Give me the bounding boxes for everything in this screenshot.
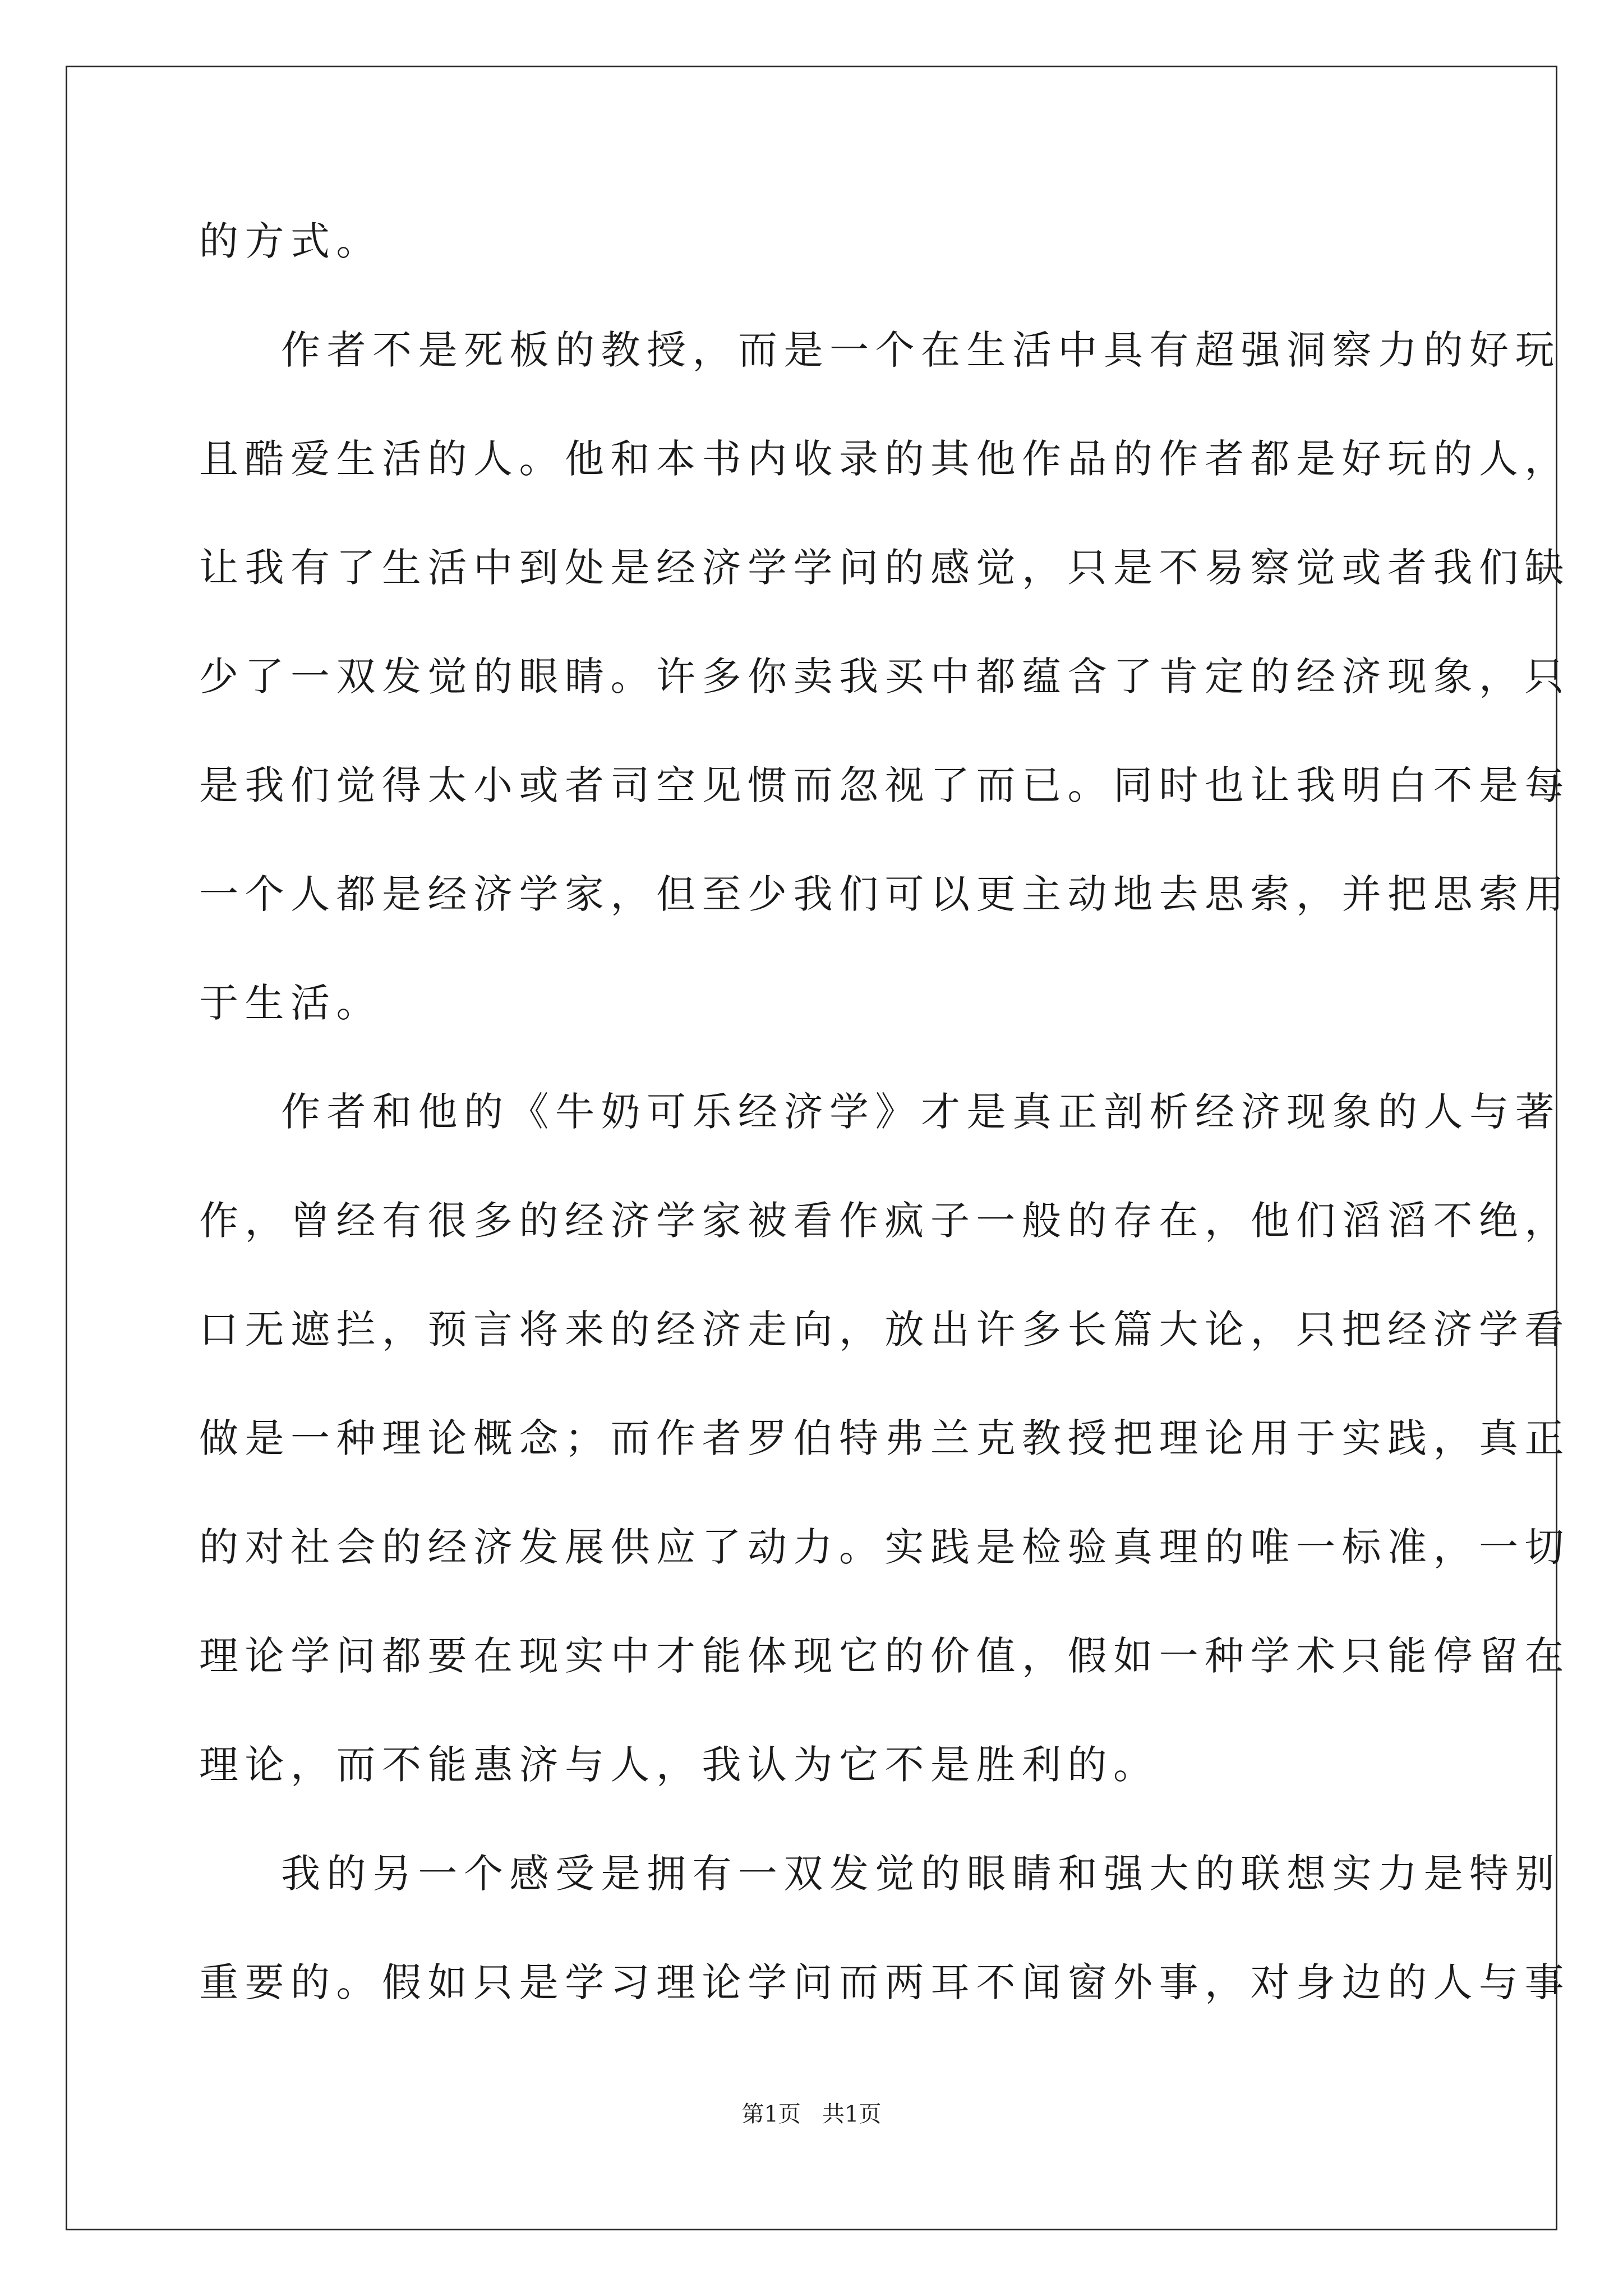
- paragraph-first-line: 我的另一个感受是拥有一双发觉的眼睛和强大的联想实力是特别: [281, 1851, 1561, 1897]
- text-line: 于生活。: [199, 980, 382, 1026]
- text-line: 做是一种理论概念；而作者罗伯特弗兰克教授把理论用于实践，真正: [199, 1415, 1570, 1461]
- text-line: 重要的。假如只是学习理论学问而两耳不闻窗外事，对身边的人与事: [199, 1959, 1570, 2005]
- text-line: 一个人都是经济学家，但至少我们可以更主动地去思索，并把思索用: [199, 871, 1570, 917]
- text-line: 的方式。: [199, 218, 382, 264]
- paragraph-first-line: 作者和他的《牛奶可乐经济学》才是真正剖析经济现象的人与著: [281, 1089, 1561, 1135]
- document-body: [199, 213, 1570, 2063]
- page-number-footer: 第1页 共1页: [741, 2101, 882, 2127]
- paragraph-first-line: 作者不是死板的教授，而是一个在生活中具有超强洞察力的好玩: [281, 327, 1561, 373]
- text-line: 是我们觉得太小或者司空见惯而忽视了而已。同时也让我明白不是每: [199, 762, 1570, 808]
- text-line: 让我有了生活中到处是经济学学问的感觉，只是不易察觉或者我们缺: [199, 545, 1570, 591]
- text-line: 理论，而不能惠济与人，我认为它不是胜利的。: [199, 1742, 1159, 1788]
- text-line: 且酷爱生活的人。他和本书内收录的其他作品的作者都是好玩的人，: [199, 436, 1570, 482]
- text-line: 作，曾经有很多的经济学家被看作疯子一般的存在，他们滔滔不绝，: [199, 1198, 1570, 1244]
- text-line: 口无遮拦，预言将来的经济走向，放出许多长篇大论，只把经济学看: [199, 1306, 1570, 1352]
- text-line: 的对社会的经济发展供应了动力。实践是检验真理的唯一标准，一切: [199, 1524, 1570, 1570]
- text-line: 理论学问都要在现实中才能体现它的价值，假如一种学术只能停留在: [199, 1633, 1570, 1679]
- text-line: 少了一双发觉的眼睛。许多你卖我买中都蕴含了肯定的经济现象，只: [199, 654, 1570, 700]
